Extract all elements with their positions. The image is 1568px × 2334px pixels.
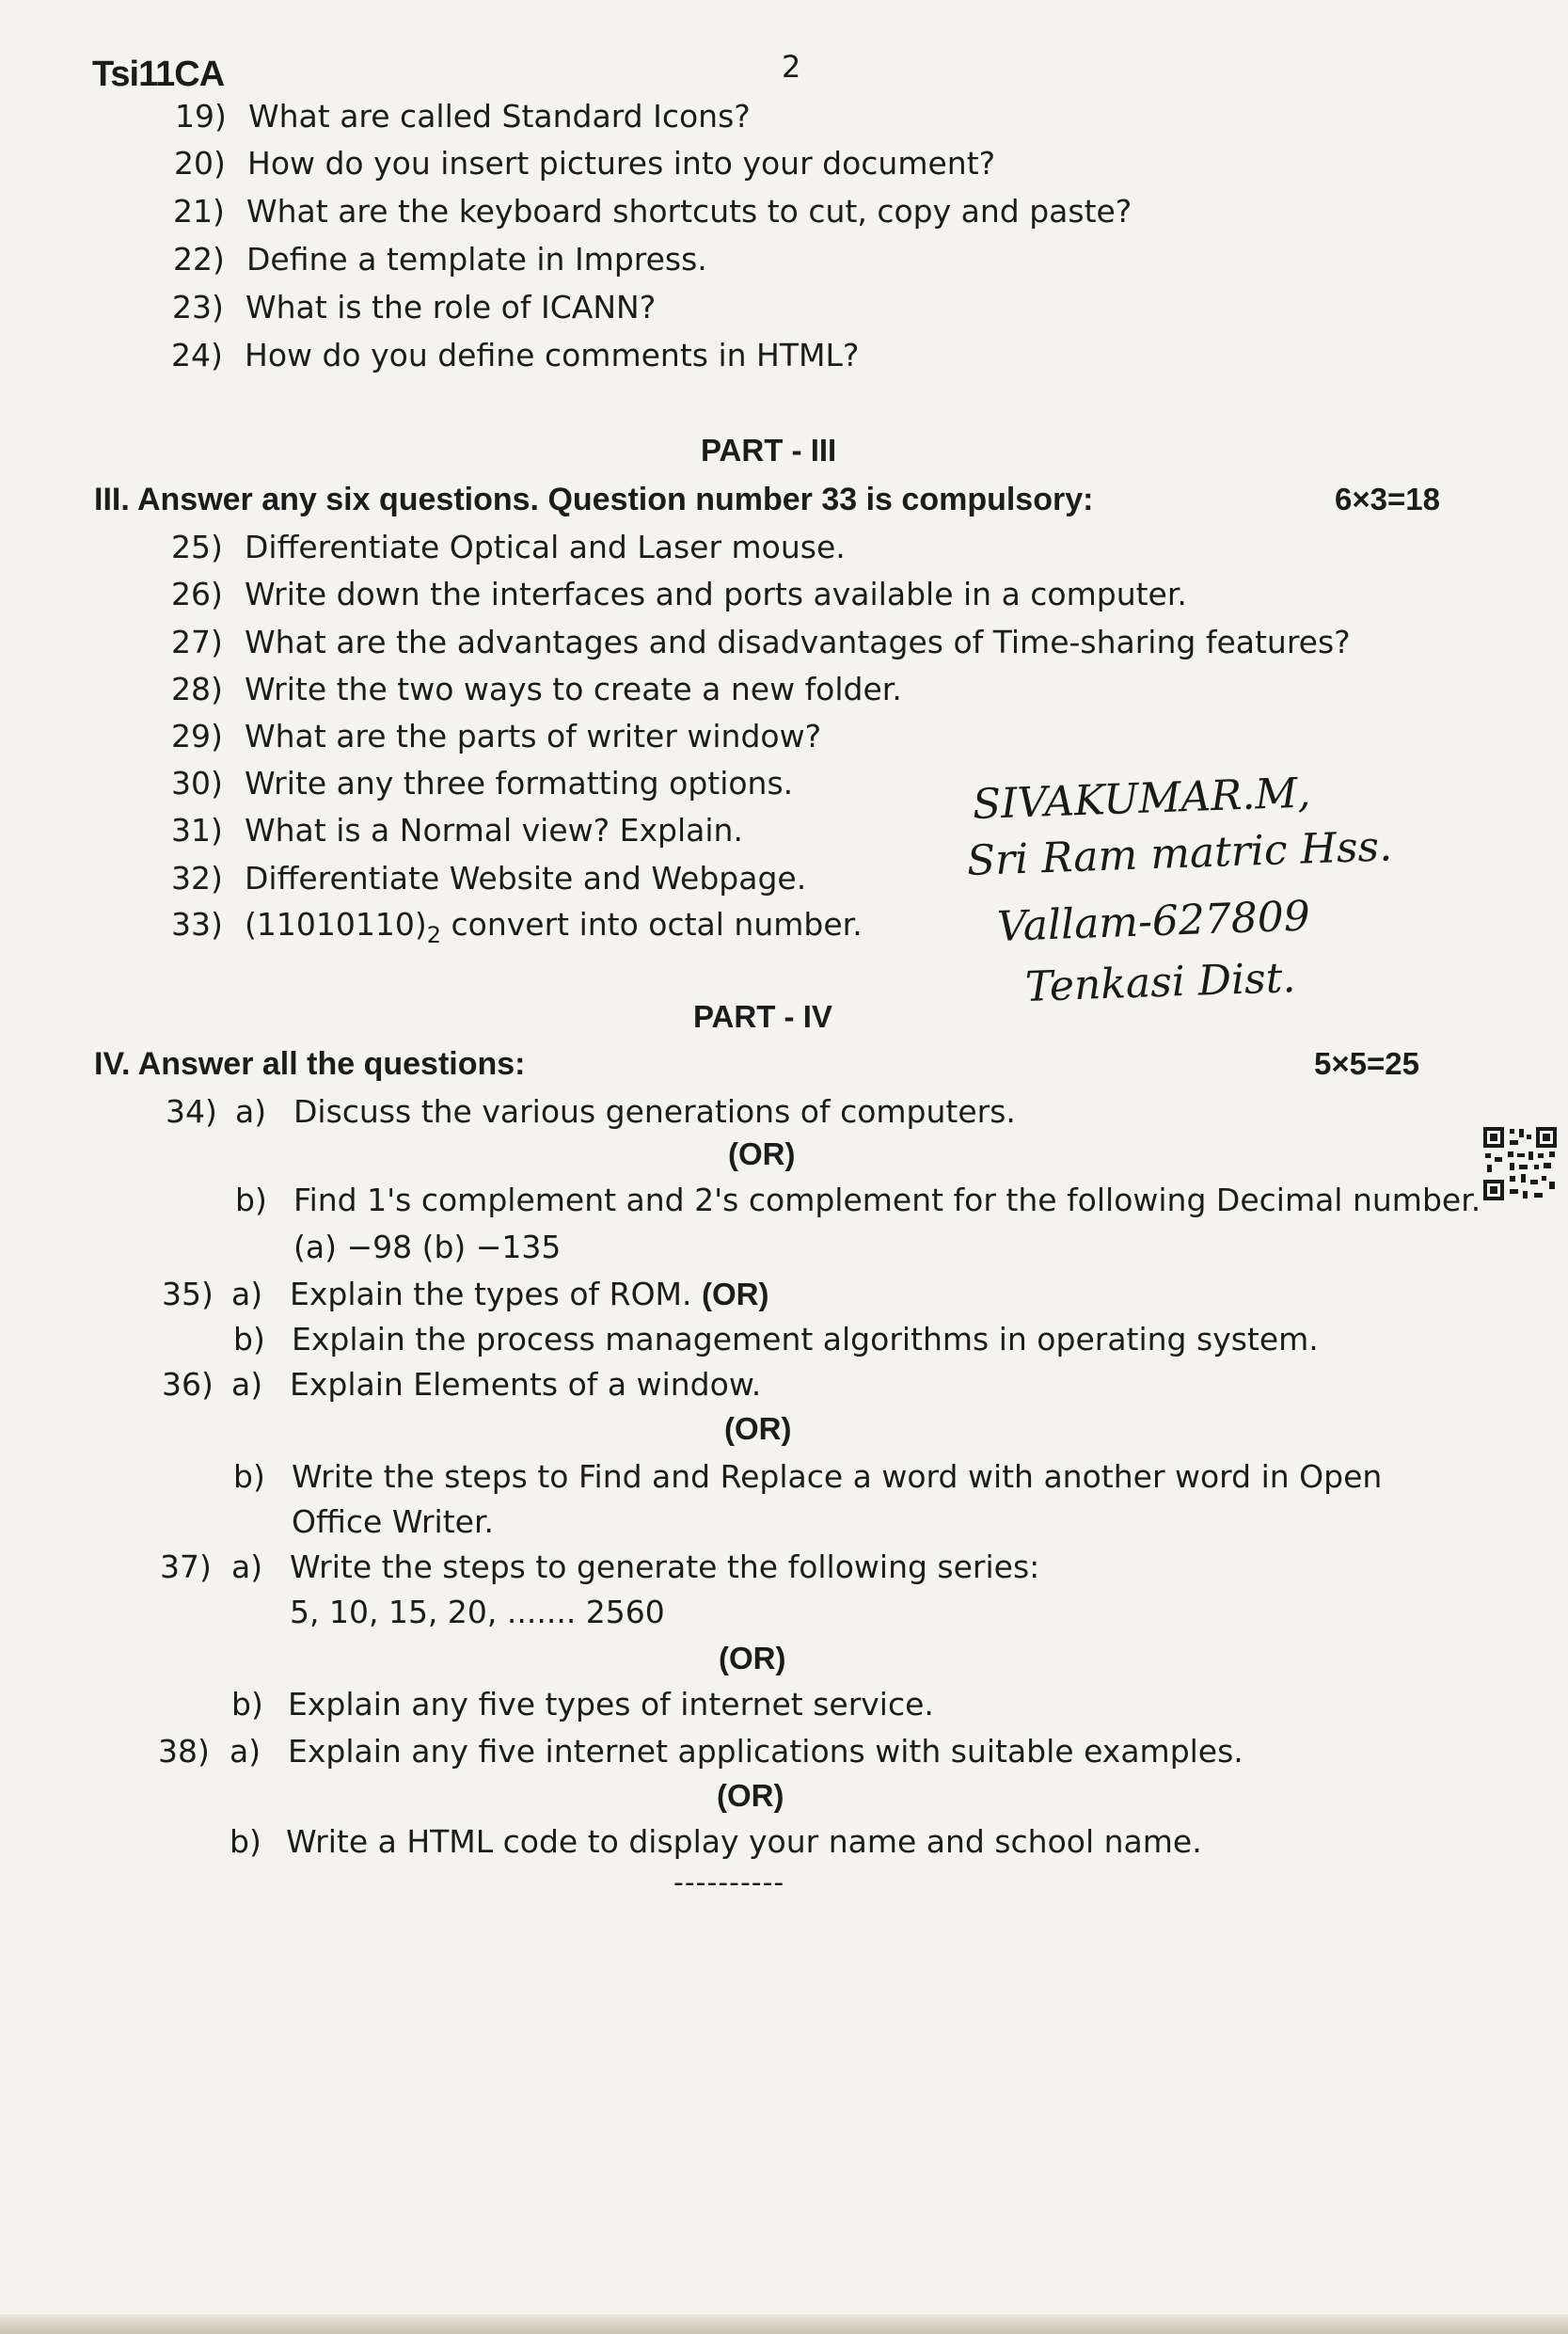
question-34b-values: (a) −98 (b) −135 [293, 1229, 562, 1265]
question-26: 26) Write down the interfaces and ports available in a computer. [171, 576, 1187, 612]
question-35a: 35) a) Explain the types of ROM. (OR) [162, 1276, 769, 1312]
question-22: 22) Define a template in Impress. [173, 241, 707, 278]
page-bottom-edge [0, 2314, 1568, 2334]
question-25: 25) Differentiate Optical and Laser mouse. [171, 529, 846, 565]
question-36a: 36) a) Explain Elements of a window. [162, 1366, 762, 1403]
question-36-or: (OR) [724, 1411, 792, 1446]
question-38-or: (OR) [717, 1778, 784, 1813]
handwritten-note-line4: Tenkasi Dist. [1024, 953, 1297, 1011]
question-37b: b) Explain any five types of internet service. [231, 1686, 934, 1723]
question-35b: b) Explain the process management algorithms in operating system. [233, 1321, 1319, 1358]
question-34-or: (OR) [728, 1136, 796, 1171]
question-24: 24) How do you define comments in HTML? [171, 337, 860, 373]
handwritten-note-line2: Sri Ram matric Hss. [966, 822, 1393, 885]
page-number: 2 [782, 49, 801, 85]
question-37a-series: 5, 10, 15, 20, ....... 2560 [290, 1594, 665, 1630]
question-38a: 38) a) Explain any five internet applications with suitable examples. [158, 1733, 1243, 1770]
question-20: 20) How do you insert pictures into your document? [174, 145, 996, 182]
part4-marks: 5×5=25 [1314, 1046, 1419, 1081]
question-36b: b) Write the steps to Find and Replace a word with another word in Open [233, 1458, 1383, 1495]
part3-title: PART - III [701, 433, 837, 468]
question-31: 31) What is a Normal view? Explain. [171, 812, 743, 849]
question-23: 23) What is the role of ICANN? [172, 289, 657, 325]
end-of-paper-marker: ---------- [673, 1866, 785, 1899]
question-32: 32) Differentiate Website and Webpage. [171, 860, 807, 897]
question-33: 33) $(11010110)_2$ convert into octal number. [171, 906, 863, 948]
part3-marks: 6×3=18 [1335, 482, 1440, 516]
part3-instruction: III. Answer any six questions. Question number 33 is compulsory: [94, 482, 1094, 517]
paper-code: Tsi11CA [92, 55, 225, 94]
qr-code [1481, 1125, 1559, 1202]
handwritten-note-line1: SIVAKUMAR.M, [972, 769, 1312, 829]
handwritten-note-line3: Vallam-627809 [996, 892, 1311, 951]
question-38b: b) Write a HTML code to display your name and school name. [230, 1823, 1202, 1860]
question-30: 30) Write any three formatting options. [171, 765, 794, 802]
question-29: 29) What are the parts of writer window? [171, 718, 822, 754]
question-19: 19) What are called Standard Icons? [175, 98, 751, 135]
question-28: 28) Write the two ways to create a new folder. [171, 671, 902, 707]
question-37-or: (OR) [719, 1641, 786, 1675]
question-37a: 37) a) Write the steps to generate the following series: [160, 1548, 1040, 1585]
part4-title: PART - IV [693, 999, 832, 1034]
question-34a: 34) a) Discuss the various generations of computers. [166, 1093, 1016, 1130]
question-27: 27) What are the advantages and disadvantages of Time-sharing features? [171, 624, 1351, 660]
question-34b: b) Find 1's complement and 2's complement for the following Decimal number. [235, 1182, 1481, 1218]
question-36b-cont: Office Writer. [292, 1503, 494, 1540]
question-21: 21) What are the keyboard shortcuts to cut, copy and paste? [173, 193, 1132, 230]
part4-instruction: IV. Answer all the questions: [94, 1046, 526, 1082]
